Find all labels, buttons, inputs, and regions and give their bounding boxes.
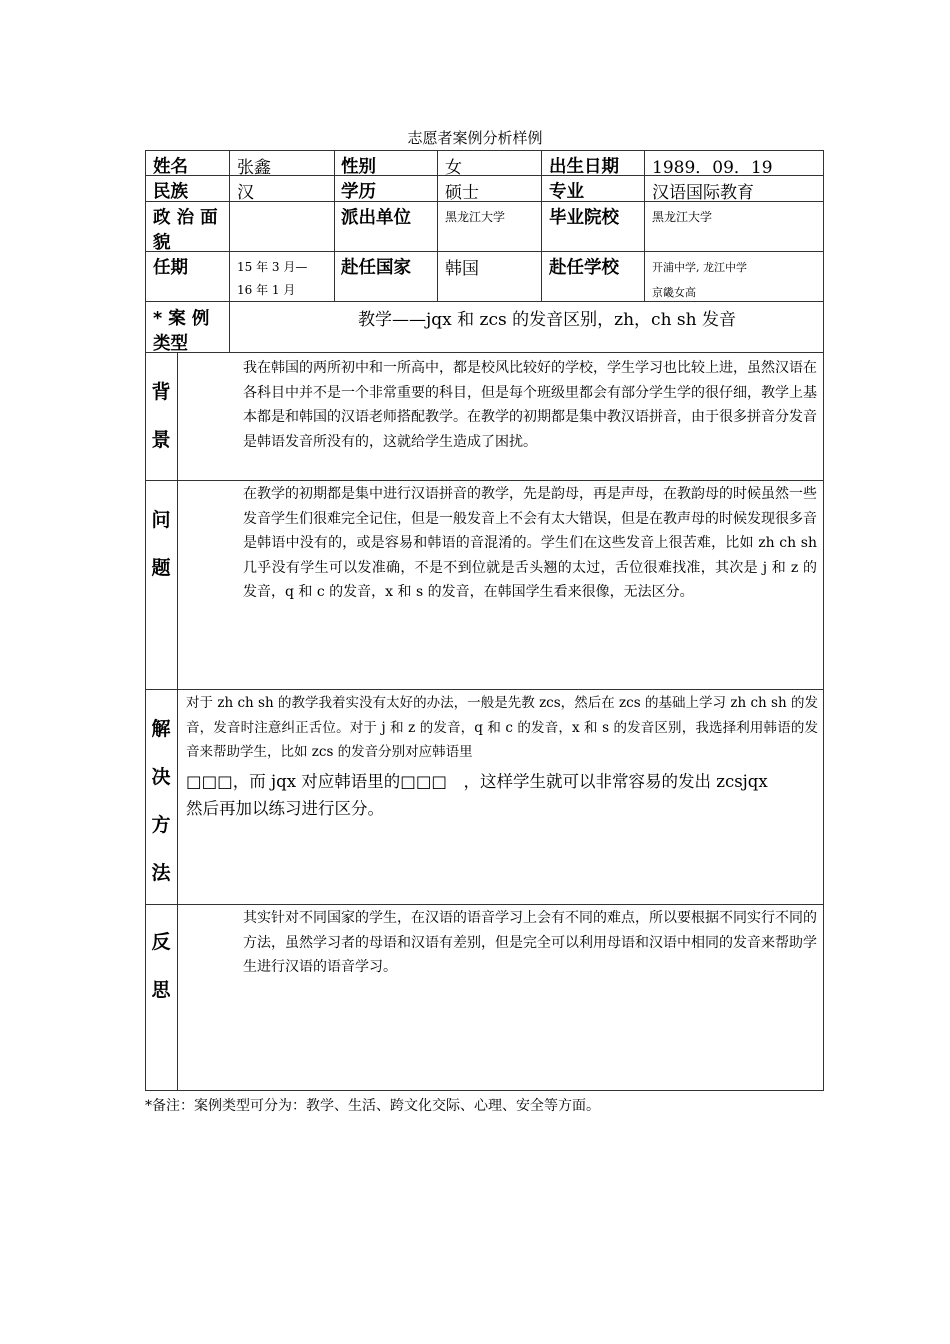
dispatch-unit-value: 黑龙江大学 <box>445 210 506 224</box>
major-label: 专业 <box>549 182 584 202</box>
page-title: 志愿者案例分析样例 <box>407 129 543 147</box>
reflection-text: 其实针对不同国家的学生，在汉语的语音学习上会有不同的难点，所以要根据不同实行不同的方法，虽然学习者的母语和汉语有差别，但是完全可以利用母语和汉语中相同的发音来帮助学生进行汉语的语音学习。 <box>243 910 817 975</box>
host-school-value-line1: 开浦中学, 龙江中学 <box>652 261 747 274</box>
name-value: 张鑫 <box>237 158 271 178</box>
case-type-value: 教学——jqx 和 zcs 的发音区别，zh，ch sh 发音 <box>358 310 737 330</box>
gender-value: 女 <box>445 158 462 178</box>
major-value: 汉语国际教育 <box>652 183 754 203</box>
birth-date-value: 1989．09．19 <box>652 158 773 178</box>
term-label: 任期 <box>153 258 188 278</box>
solution-text: 对于 zh ch sh 的教学我着实没有太好的办法，一般是先教 zcs，然后在 zcs 的基础上学习 zh ch sh 的发音，发音时注意纠正舌位。对于 j 和 z 的发音，q 和 c 的发音，x 和 s 的发音区别，我选择利用韩语的发音来帮助学生，比如 zcs 的发音分别对应韩语里 <box>186 695 818 760</box>
host-school-label: 赴任学校 <box>549 258 619 278</box>
host-country-value: 韩国 <box>445 259 479 279</box>
political-status-label: 政 治 面 <box>153 208 218 228</box>
graduate-school-label: 毕业院校 <box>549 208 619 228</box>
solution-section-label: 解 决 方 法 <box>151 718 171 884</box>
reflection-section-label: 反 思 <box>151 931 171 1001</box>
dispatch-unit-label: 派出单位 <box>341 208 411 228</box>
political-status-label-line2: 貌 <box>153 233 171 253</box>
solution-text-continued: □□□，而 jqx 对应韩语里的□□□ ，这样学生就可以非常容易的发出 zcsjqx <box>186 772 768 791</box>
ethnicity-label: 民族 <box>153 182 188 202</box>
case-type-label-line2: 类型 <box>153 334 188 354</box>
host-school-value-line2: 京畿女高 <box>652 286 696 299</box>
footnote: *备注：案例类型可分为：教学、生活、跨文化交际、心理、安全等方面。 <box>145 1098 600 1114</box>
case-type-label: * 案 例 <box>153 309 210 329</box>
background-section-label: 背 景 <box>151 381 171 451</box>
name-label: 姓名 <box>153 157 188 177</box>
background-text: 我在韩国的两所初中和一所高中，都是校风比较好的学校，学生学习也比较上进，虽然汉语在各科目中并不是一个非常重要的科目，但是每个班级里都会有部分学生学的很仔细，教学上基本都是和韩国的汉语老师搭配教学。在教学的初期都是集中教汉语拼音，由于很多拼音分发音是韩语发音所没有的，这就给学生造成了困扰。 <box>243 360 817 450</box>
graduate-school-value: 黑龙江大学 <box>652 210 713 224</box>
birth-date-label: 出生日期 <box>549 157 619 177</box>
gender-label: 性别 <box>341 157 376 177</box>
problem-section-label: 问 题 <box>151 509 171 579</box>
education-label: 学历 <box>341 182 376 202</box>
term-value-line2: 16 年 1 月 <box>237 283 296 297</box>
ethnicity-value: 汉 <box>237 183 254 203</box>
education-value: 硕士 <box>445 183 479 203</box>
host-country-label: 赴任国家 <box>341 258 411 278</box>
problem-text: 在教学的初期都是集中进行汉语拼音的教学，先是韵母，再是声母，在教韵母的时候虽然一些发音学生们很难完全记住，但是一般发音上不会有太大错误，但是在教声母的时候发现很多音是韩语中没有的，或是容易和韩语的音混淆的。学生们在这些发音上很苦难，比如 zh ch sh 几乎没有学生可以发准确，不是不到位就是舌头翘的太过，舌位很难找准，其次是 j 和 z 的发音，q 和 c 的发音，x 和 s 的发音，在韩国学生看来很像，无法区分。 <box>243 486 817 600</box>
solution-text-conclusion: 然后再加以练习进行区分。 <box>186 799 384 818</box>
term-value-line1: 15 年 3 月— <box>237 260 308 274</box>
